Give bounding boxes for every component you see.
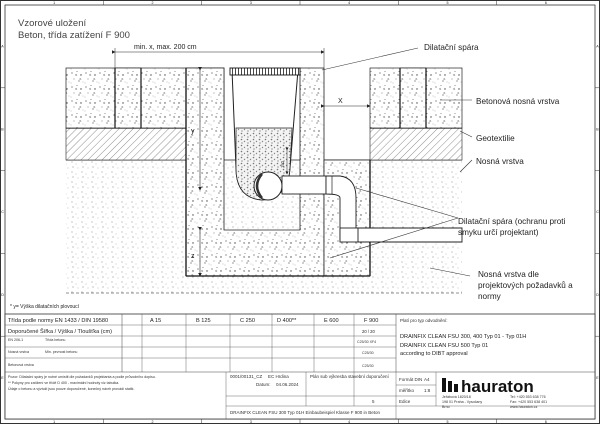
frame-row-E-right: E: [596, 375, 599, 380]
frame-column-3-top: 3: [249, 0, 252, 5]
plan-label: Platí pro typ odvodnění:: [400, 318, 448, 323]
address-line-3: Brno: [442, 405, 450, 409]
frame-row-D-left: D: [1, 293, 4, 297]
note-line-1: Pozor: Dilatační spáry je nutné umístit dle požadavků projektanta a podle průvodního dopisu.: [8, 375, 156, 379]
row-label-concrete-class: Třída betonu: [45, 338, 66, 342]
f900-concrete-strength: C25/30: [362, 364, 374, 368]
frame-column-1-top: 1: [53, 0, 56, 5]
note-line-2: ** Pokyny pro zatížení ve třídě D 400 - maximální hodnoty viz tabulka.: [8, 381, 120, 385]
checked-by: EC Hrdina: [268, 374, 289, 379]
callout-base-layer: Nosná vrstva: [476, 157, 524, 166]
frame-column-1-bottom: 1: [53, 419, 56, 424]
row-label-dimensions: Doporučené Šířka / Výška / Tloušťka (cm): [8, 329, 112, 335]
callout-expansion-joint: Dilatační spára: [424, 43, 479, 52]
sheet-number: 5: [372, 399, 375, 404]
frame-row-D-right: D: [596, 293, 599, 297]
drawing-number: 0001/00131_CZ: [230, 374, 263, 379]
f900-dimensions: 20 / 20: [362, 329, 375, 334]
load-class-a15: A 15: [150, 318, 162, 324]
row-label-class: Třída podle normy EN 1433 / DIN 19580: [8, 318, 109, 324]
format-value: A4: [424, 377, 430, 382]
frame-column-2-bottom: 2: [151, 419, 154, 424]
callout-joint-shear-1: Dilatační spára (ochranu proti: [458, 217, 566, 226]
cross-section: [66, 44, 462, 293]
row-label-en206: EN 206-1: [8, 338, 24, 342]
frame-column-6-top: 6: [544, 0, 547, 5]
row-label-concrete-layer: Betonová vrstva: [8, 363, 34, 367]
callout-concrete-layer: Betonová nosná vrstva: [476, 97, 560, 106]
address-line-4: Tel: +420 553 638 776: [510, 395, 546, 399]
product-line-1: DRAINFIX CLEAN FSU 300, 400 Typ 01 - Typ 01H: [400, 334, 527, 340]
row-label-min-strength: Min. pevnost betonu: [45, 350, 78, 354]
frame-column-5-bottom: 5: [446, 419, 449, 424]
load-class-b125: B 125: [196, 318, 211, 324]
address-line-2: 198 01 Praha - Vysočany: [442, 400, 483, 404]
callout-geotextile: Geotextilie: [476, 134, 515, 143]
frame-row-C-left: C: [1, 210, 4, 215]
title-line-2: Beton, třída zatížení F 900: [18, 30, 130, 41]
address-line-5: Fax: +420 553 638 401: [510, 400, 548, 404]
date-value: 04.06.2024: [276, 382, 299, 387]
frame-column-3-bottom: 3: [249, 419, 252, 424]
callout-bedding-2: projektových požadavků a: [478, 281, 573, 290]
frame-row-B-right: B: [596, 127, 599, 132]
frame-column-2-top: 2: [151, 0, 154, 5]
plan-title: Plán sub výkresba stavební doporučení: [310, 374, 389, 379]
dimension-z-label: z: [191, 253, 195, 260]
frame-column-4-top: 4: [348, 0, 351, 5]
footnote: * y= Výška dilatačních plovoucí: [10, 304, 80, 310]
dimension-150-label: 150: [280, 161, 285, 168]
scale-label: měřítko: [399, 388, 415, 393]
frame-row-C-right: C: [596, 210, 599, 215]
load-class-f900: F 900: [364, 318, 379, 324]
dimension-top-label: min. x, max. 200 cm: [134, 44, 197, 51]
dimension-y-label: y: [191, 128, 195, 135]
company-name: hauraton: [461, 377, 534, 396]
dimension-x-label: X: [338, 98, 343, 105]
load-class-d400: D 400**: [277, 318, 297, 324]
load-class-e600: E 600: [324, 318, 339, 324]
edition-label: Edice: [399, 399, 411, 404]
frame-row-E-left: E: [1, 375, 4, 380]
f900-concrete-class: C25/30 XF4: [357, 340, 377, 344]
product-line-2: DRAINFIX CLEAN FSU 500 Typ 01: [400, 343, 489, 349]
frame-column-6-bottom: 6: [544, 419, 547, 424]
format-label: Formát DIN: [399, 377, 423, 382]
frame-column-5-top: 5: [446, 0, 449, 5]
row-label-base-layer: Nosná vrstva: [8, 350, 29, 354]
bottom-title: DRAINFIX CLEAN FSU 300 Typ 01H Einbaubeispiel Klasse F 900 in Beton: [230, 410, 380, 415]
address-line-1: Jeřábová 1820/18: [442, 395, 471, 399]
frame-row-A-right: A: [596, 44, 599, 49]
note-line-3: Údaje o betonu a výztuži jsou pouze doporučené, konečný návrh provádí statik.: [8, 387, 135, 391]
frame-row-B-left: B: [1, 127, 4, 132]
product-line-3: according to DIBT approval: [400, 351, 468, 357]
callout-joint-shear-2: smyku určí projektant): [458, 228, 539, 237]
f900-base-strength: C25/30: [362, 351, 374, 355]
load-class-c250: C 250: [240, 318, 255, 324]
callout-bedding-3: normy: [478, 292, 501, 301]
address-line-6: www.hauraton.cz: [510, 405, 538, 409]
frame-column-4-bottom: 4: [348, 419, 351, 424]
scale-value: 1:8: [424, 388, 431, 393]
callout-bedding-1: Nosná vrstva dle: [478, 270, 539, 279]
title-line-1: Vzorové uložení: [18, 18, 87, 29]
frame-row-A-left: A: [1, 44, 4, 49]
date-label: Datum:: [256, 382, 271, 387]
